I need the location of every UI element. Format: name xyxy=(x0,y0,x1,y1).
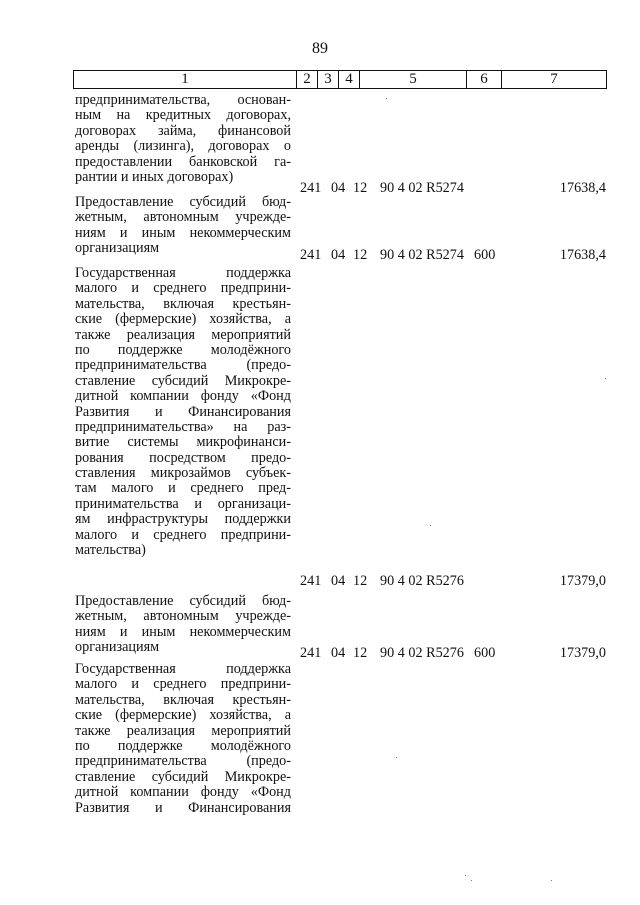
text-line: витие системы микрофинанси- xyxy=(75,434,291,451)
text-line: Предоставление субсидий бюд- xyxy=(75,593,291,609)
scan-speck xyxy=(386,98,387,99)
header-col-6: 6 xyxy=(467,71,502,88)
scan-speck xyxy=(430,525,431,526)
scan-speck xyxy=(551,880,552,881)
cell-amount: 17379,0 xyxy=(559,645,606,661)
text-block-state-support-1 xyxy=(75,266,291,558)
cell-ministry-code: 241 xyxy=(300,247,322,263)
text-block-credit-guarantees xyxy=(75,93,291,185)
cell-target-article: 90 4 02 R5274 xyxy=(380,247,464,263)
text-line: по поддержке молодёжного xyxy=(75,737,291,754)
table-row xyxy=(0,247,640,263)
cell-subsection: 12 xyxy=(353,180,368,196)
cell-expense-type: 600 xyxy=(474,645,496,661)
cell-expense-type: 600 xyxy=(474,247,496,263)
text-line: ным на кредитных договорах, xyxy=(75,107,291,124)
text-line: договорах займа, финансовой xyxy=(75,122,291,139)
text-line: дитной компании фонду «Фонд xyxy=(75,784,291,801)
header-col-4: 4 xyxy=(339,71,360,88)
cell-subsection: 12 xyxy=(353,247,368,263)
cell-target-article: 90 4 02 R5274 xyxy=(380,180,464,196)
text-line: там малого и среднего пред- xyxy=(75,480,291,497)
cell-section: 04 xyxy=(331,645,346,661)
text-line: ские (фермерские) хозяйства, а xyxy=(75,311,291,328)
text-line: предпринимательства» на раз- xyxy=(75,418,291,435)
text-line: ставления микрозаймов субъек- xyxy=(75,465,291,482)
text-line: жетным, автономным учрежде- xyxy=(75,209,291,226)
text-line: предпринимательства (предо- xyxy=(75,357,291,374)
text-block-state-support-2 xyxy=(75,662,291,816)
table-row xyxy=(0,645,640,661)
text-line: ставление субсидий Микрокре- xyxy=(75,768,291,785)
header-col-1: 1 xyxy=(74,71,297,88)
page-number: 89 xyxy=(312,40,328,57)
text-line: также реализация мероприятий xyxy=(75,326,291,343)
cell-section: 04 xyxy=(331,573,346,589)
text-line: ские (фермерские) хозяйства, а xyxy=(75,707,291,724)
text-line: Развития и Финансирования xyxy=(75,403,291,420)
scan-speck xyxy=(396,757,397,758)
header-col-3: 3 xyxy=(318,71,339,88)
text-line: малого и среднего предприни- xyxy=(75,526,291,543)
text-line: мательства, включая крестьян- xyxy=(75,295,291,312)
text-line: Предоставление субсидий бюд- xyxy=(75,194,291,210)
cell-ministry-code: 241 xyxy=(300,573,322,589)
scan-speck xyxy=(605,378,606,379)
scan-speck xyxy=(471,880,472,881)
text-line: ниям и иным некоммерческим xyxy=(75,224,291,241)
cell-subsection: 12 xyxy=(353,645,368,661)
text-line: предпринимательства, основан- xyxy=(75,92,291,108)
cell-subsection: 12 xyxy=(353,573,368,589)
text-line: ставление субсидий Микрокре- xyxy=(75,372,291,389)
cell-amount: 17638,4 xyxy=(559,247,606,263)
text-line: аренды (лизинга), договорах о xyxy=(75,138,291,155)
text-line: принимательства и организаци- xyxy=(75,495,291,512)
text-line: предпринимательства (предо- xyxy=(75,753,291,770)
header-col-7: 7 xyxy=(550,71,558,87)
cell-ministry-code: 241 xyxy=(300,645,322,661)
text-line: малого и среднего предприни- xyxy=(75,280,291,297)
text-line: организациям xyxy=(75,240,160,257)
header-col-2: 2 xyxy=(297,71,318,88)
text-line: Государственная поддержка xyxy=(75,661,291,677)
cell-amount: 17638,4 xyxy=(559,180,606,196)
scan-speck xyxy=(465,875,466,876)
cell-ministry-code: 241 xyxy=(300,180,322,196)
table-row xyxy=(0,180,640,196)
header-col-5: 5 xyxy=(360,71,467,88)
cell-target-article: 90 4 02 R5276 xyxy=(380,573,464,589)
text-line: Развития и Финансирования xyxy=(75,799,291,816)
text-line: рования посредством предо- xyxy=(75,449,291,466)
text-line: предоставлении банковской га- xyxy=(75,153,291,170)
text-line: организациям xyxy=(75,639,160,656)
cell-amount: 17379,0 xyxy=(559,573,606,589)
cell-target-article: 90 4 02 R5276 xyxy=(380,645,464,661)
cell-section: 04 xyxy=(331,247,346,263)
table-header-row xyxy=(73,70,607,89)
text-line: по поддержке молодёжного xyxy=(75,341,291,358)
text-line: рантии и иных договорах) xyxy=(75,168,234,185)
text-line: также реализация мероприятий xyxy=(75,722,291,739)
text-line: Государственная поддержка xyxy=(75,265,291,281)
text-line: жетным, автономным учрежде- xyxy=(75,608,291,625)
text-line: малого и среднего предприни- xyxy=(75,676,291,693)
text-line: мательства) xyxy=(75,542,146,559)
cell-section: 04 xyxy=(331,180,346,196)
text-line: ниям и иным некоммерческим xyxy=(75,623,291,640)
table-row xyxy=(0,573,640,589)
text-line: ям инфраструктуры поддержки xyxy=(75,511,291,528)
text-line: мательства, включая крестьян- xyxy=(75,691,291,708)
text-line: дитной компании фонду «Фонд xyxy=(75,388,291,405)
